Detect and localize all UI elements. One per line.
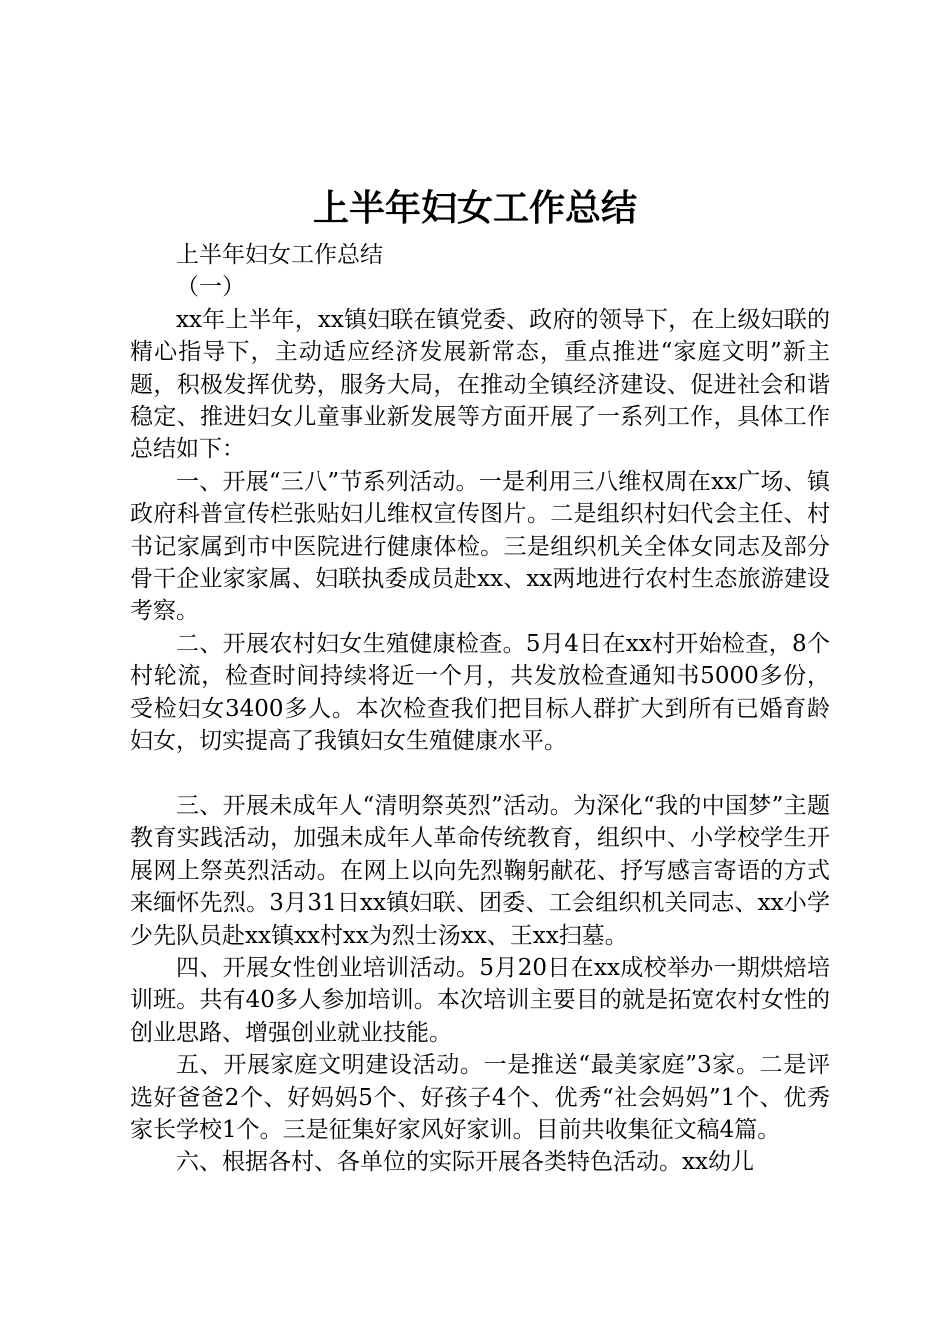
paragraph-item-4: 四、开展女性创业培训活动。5月20日在xx成校举办一期烘焙培训班。共有40多人参加培训。本次培训主要目的就是拓宽农村女性的创业思路、增强创业就业技能。 xyxy=(130,954,830,1046)
body-subtitle: 上半年妇女工作总结 xyxy=(176,242,383,268)
paragraph-item-6: 六、根据各村、各单位的实际开展各类特色活动。xx幼儿 xyxy=(176,1149,754,1176)
paragraph-item-3: 三、开展未成年人“清明祭英烈”活动。为深化“我的中国梦”主题教育实践活动，加强未成年人革命传统教育，组织中、小学校学生开展网上祭英烈活动。在网上以向先烈鞠躬献花、抒写感言寄语的方式来缅怀先烈。3月31日xx镇妇联、团委、工会组织机关同志、xx小学少先队员赴xx镇xx村xx为烈士汤xx、王xx扫墓。 xyxy=(130,792,830,949)
paragraph-item-5: 五、开展家庭文明建设活动。一是推送“最美家庭”3家。二是评选好爸爸2个、好妈妈5个、好孩子4个、优秀“社会妈妈”1个、优秀家长学校1个。三是征集好家风好家训。目前共收集征文稿4篇。 xyxy=(130,1052,830,1143)
document-title: 上半年妇女工作总结 xyxy=(312,188,637,229)
section-number: （一） xyxy=(176,274,245,301)
paragraph-item-1: 一、开展“三八”节系列活动。一是利用三八维权周在xx广场、镇政府科普宣传栏张贴妇儿维权宣传图片。二是组织村妇代会主任、村书记家属到市中医院进行健康体检。三是组织机关全体女同志及部分骨干企业家家属、妇联执委成员赴xx、xx两地进行农村生态旅游建设考察。 xyxy=(130,468,830,625)
document-body xyxy=(130,239,830,1179)
blank-line xyxy=(130,758,830,790)
intro-paragraph: xx年上半年，xx镇妇联在镇党委、政府的领导下，在上级妇联的精心指导下，主动适应经济发展新常态，重点推进“家庭文明”新主题，积极发挥优势，服务大局，在推动全镇经济建设、促进社会和谐稳定、推进妇女儿童事业新发展等方面开展了一系列工作，具体工作总结如下： xyxy=(130,306,830,463)
paragraph-item-2: 二、开展农村妇女生殖健康检查。5月4日在xx村开始检查，8个村轮流，检查时间持续将近一个月，共发放检查通知书5000多份，受检妇女3400多人。本次检查我们把目标人群扩大到所有已婚育龄妇女，切实提高了我镇妇女生殖健康水平。 xyxy=(130,630,830,755)
